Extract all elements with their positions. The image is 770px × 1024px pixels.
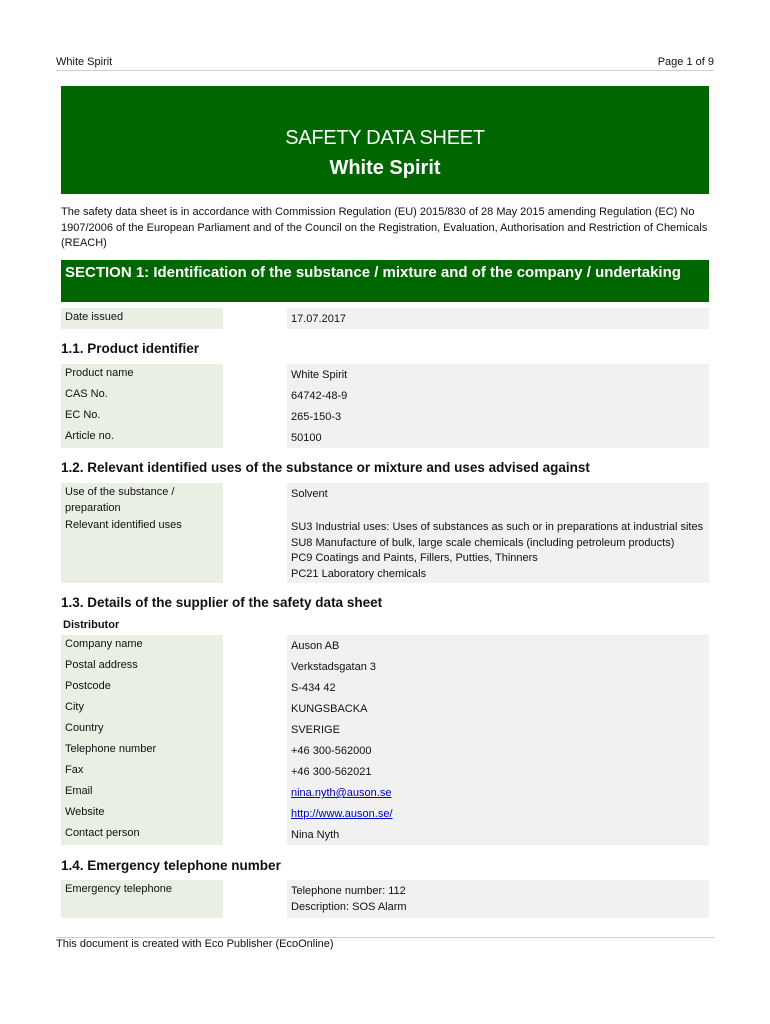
row-value: 50100 bbox=[287, 427, 709, 448]
row-value bbox=[287, 782, 709, 803]
row-label: CAS No. bbox=[61, 385, 223, 406]
subsection-1-4-heading: 1.4. Emergency telephone number bbox=[61, 858, 281, 873]
distributor-subheading: Distributor bbox=[63, 619, 120, 631]
email-link[interactable]: nina.nyth@auson.se bbox=[291, 787, 392, 799]
row-label: Company name bbox=[61, 635, 223, 656]
table-row bbox=[61, 740, 709, 761]
use-line: PC21 Laboratory chemicals bbox=[291, 567, 427, 580]
section-1-heading: SECTION 1: Identification of the substance / mixture and of the company / undertaking bbox=[61, 260, 709, 302]
use-line: SU3 Industrial uses: Uses of substances as such or in preparations at industrial sites bbox=[291, 521, 704, 533]
header-doc-name: White Spirit bbox=[56, 56, 113, 68]
table-row bbox=[61, 824, 709, 845]
row-value bbox=[287, 516, 709, 583]
subsection-1-1-heading: 1.1. Product identifier bbox=[61, 341, 200, 356]
row-value: KUNGSBACKA bbox=[287, 698, 709, 719]
table-row bbox=[61, 782, 709, 803]
use-line: PC9 Coatings and Paints, Fillers, Putties, Thinners bbox=[291, 552, 538, 564]
subsection-1-2-heading: 1.2. Relevant identified uses of the substance or mixture and uses advised against bbox=[61, 460, 590, 475]
website-link[interactable]: http://www.auson.se/ bbox=[291, 808, 393, 820]
row-value: Nina Nyth bbox=[287, 824, 709, 845]
regulation-intro: The safety data sheet is in accordance with Commission Regulation (EU) 2015/830 of 28 May 2015 amending Regulation (EC) No 1907/2006 of the European Parliament and of the Council on the Registration, Evaluation, Authorisation and Restriction of Chemicals (REACH) bbox=[61, 206, 708, 249]
table-row bbox=[61, 677, 709, 698]
emergency-row bbox=[61, 880, 709, 918]
row-label: Article no. bbox=[61, 427, 223, 448]
row-value: White Spirit bbox=[287, 364, 709, 385]
row-label: Product name bbox=[61, 364, 223, 385]
row-label: Relevant identified uses bbox=[61, 516, 223, 583]
row-label: Emergency telephone bbox=[61, 880, 223, 918]
subsection-1-3-heading: 1.3. Details of the supplier of the safety data sheet bbox=[61, 595, 383, 610]
table-row bbox=[61, 656, 709, 677]
product-title: White Spirit bbox=[329, 157, 441, 179]
identified-uses-row bbox=[61, 516, 709, 583]
row-value: +46 300-562021 bbox=[287, 761, 709, 782]
row-label: City bbox=[61, 698, 223, 719]
sds-title: SAFETY DATA SHEET bbox=[285, 127, 485, 149]
row-label: Contact person bbox=[61, 824, 223, 845]
table-row bbox=[61, 803, 709, 824]
row-label: Postal address bbox=[61, 656, 223, 677]
row-value: SVERIGE bbox=[287, 719, 709, 740]
row-value: +46 300-562000 bbox=[287, 740, 709, 761]
table-row bbox=[61, 719, 709, 740]
table-row bbox=[61, 364, 709, 385]
row-label: Email bbox=[61, 782, 223, 803]
row-value bbox=[287, 803, 709, 824]
table-row bbox=[61, 698, 709, 719]
use-row bbox=[61, 483, 709, 516]
row-value: 265-150-3 bbox=[287, 406, 709, 427]
table-row bbox=[61, 635, 709, 656]
row-label: Website bbox=[61, 803, 223, 824]
row-value: Solvent bbox=[287, 483, 709, 516]
emergency-description: Description: SOS Alarm bbox=[291, 900, 407, 913]
title-banner bbox=[61, 86, 709, 194]
row-value bbox=[287, 880, 709, 918]
row-label: EC No. bbox=[61, 406, 223, 427]
footer-text: This document is created with Eco Publisher (EcoOnline) bbox=[56, 938, 334, 950]
table-row bbox=[61, 427, 709, 448]
row-value: 64742-48-9 bbox=[287, 385, 709, 406]
table-row bbox=[61, 406, 709, 427]
row-label: Fax bbox=[61, 761, 223, 782]
row-label: Telephone number bbox=[61, 740, 223, 761]
row-value: Verkstadsgatan 3 bbox=[287, 656, 709, 677]
row-value: Auson AB bbox=[287, 635, 709, 656]
table-row bbox=[61, 385, 709, 406]
emergency-phone: Telephone number: 112 bbox=[291, 885, 406, 897]
row-label: Postcode bbox=[61, 677, 223, 698]
row-value: S-434 42 bbox=[287, 677, 709, 698]
header-page-number: Page 1 of 9 bbox=[657, 56, 714, 68]
page-footer bbox=[56, 937, 714, 950]
row-label: Use of the substance / preparation bbox=[61, 483, 223, 516]
table-row bbox=[61, 761, 709, 782]
date-issued-row bbox=[61, 308, 709, 329]
page-header bbox=[56, 56, 714, 71]
row-value: 17.07.2017 bbox=[287, 308, 709, 329]
row-label: Country bbox=[61, 719, 223, 740]
use-line: SU8 Manufacture of bulk, large scale chemicals (including petroleum products) bbox=[291, 536, 675, 549]
row-label: Date issued bbox=[61, 308, 223, 329]
